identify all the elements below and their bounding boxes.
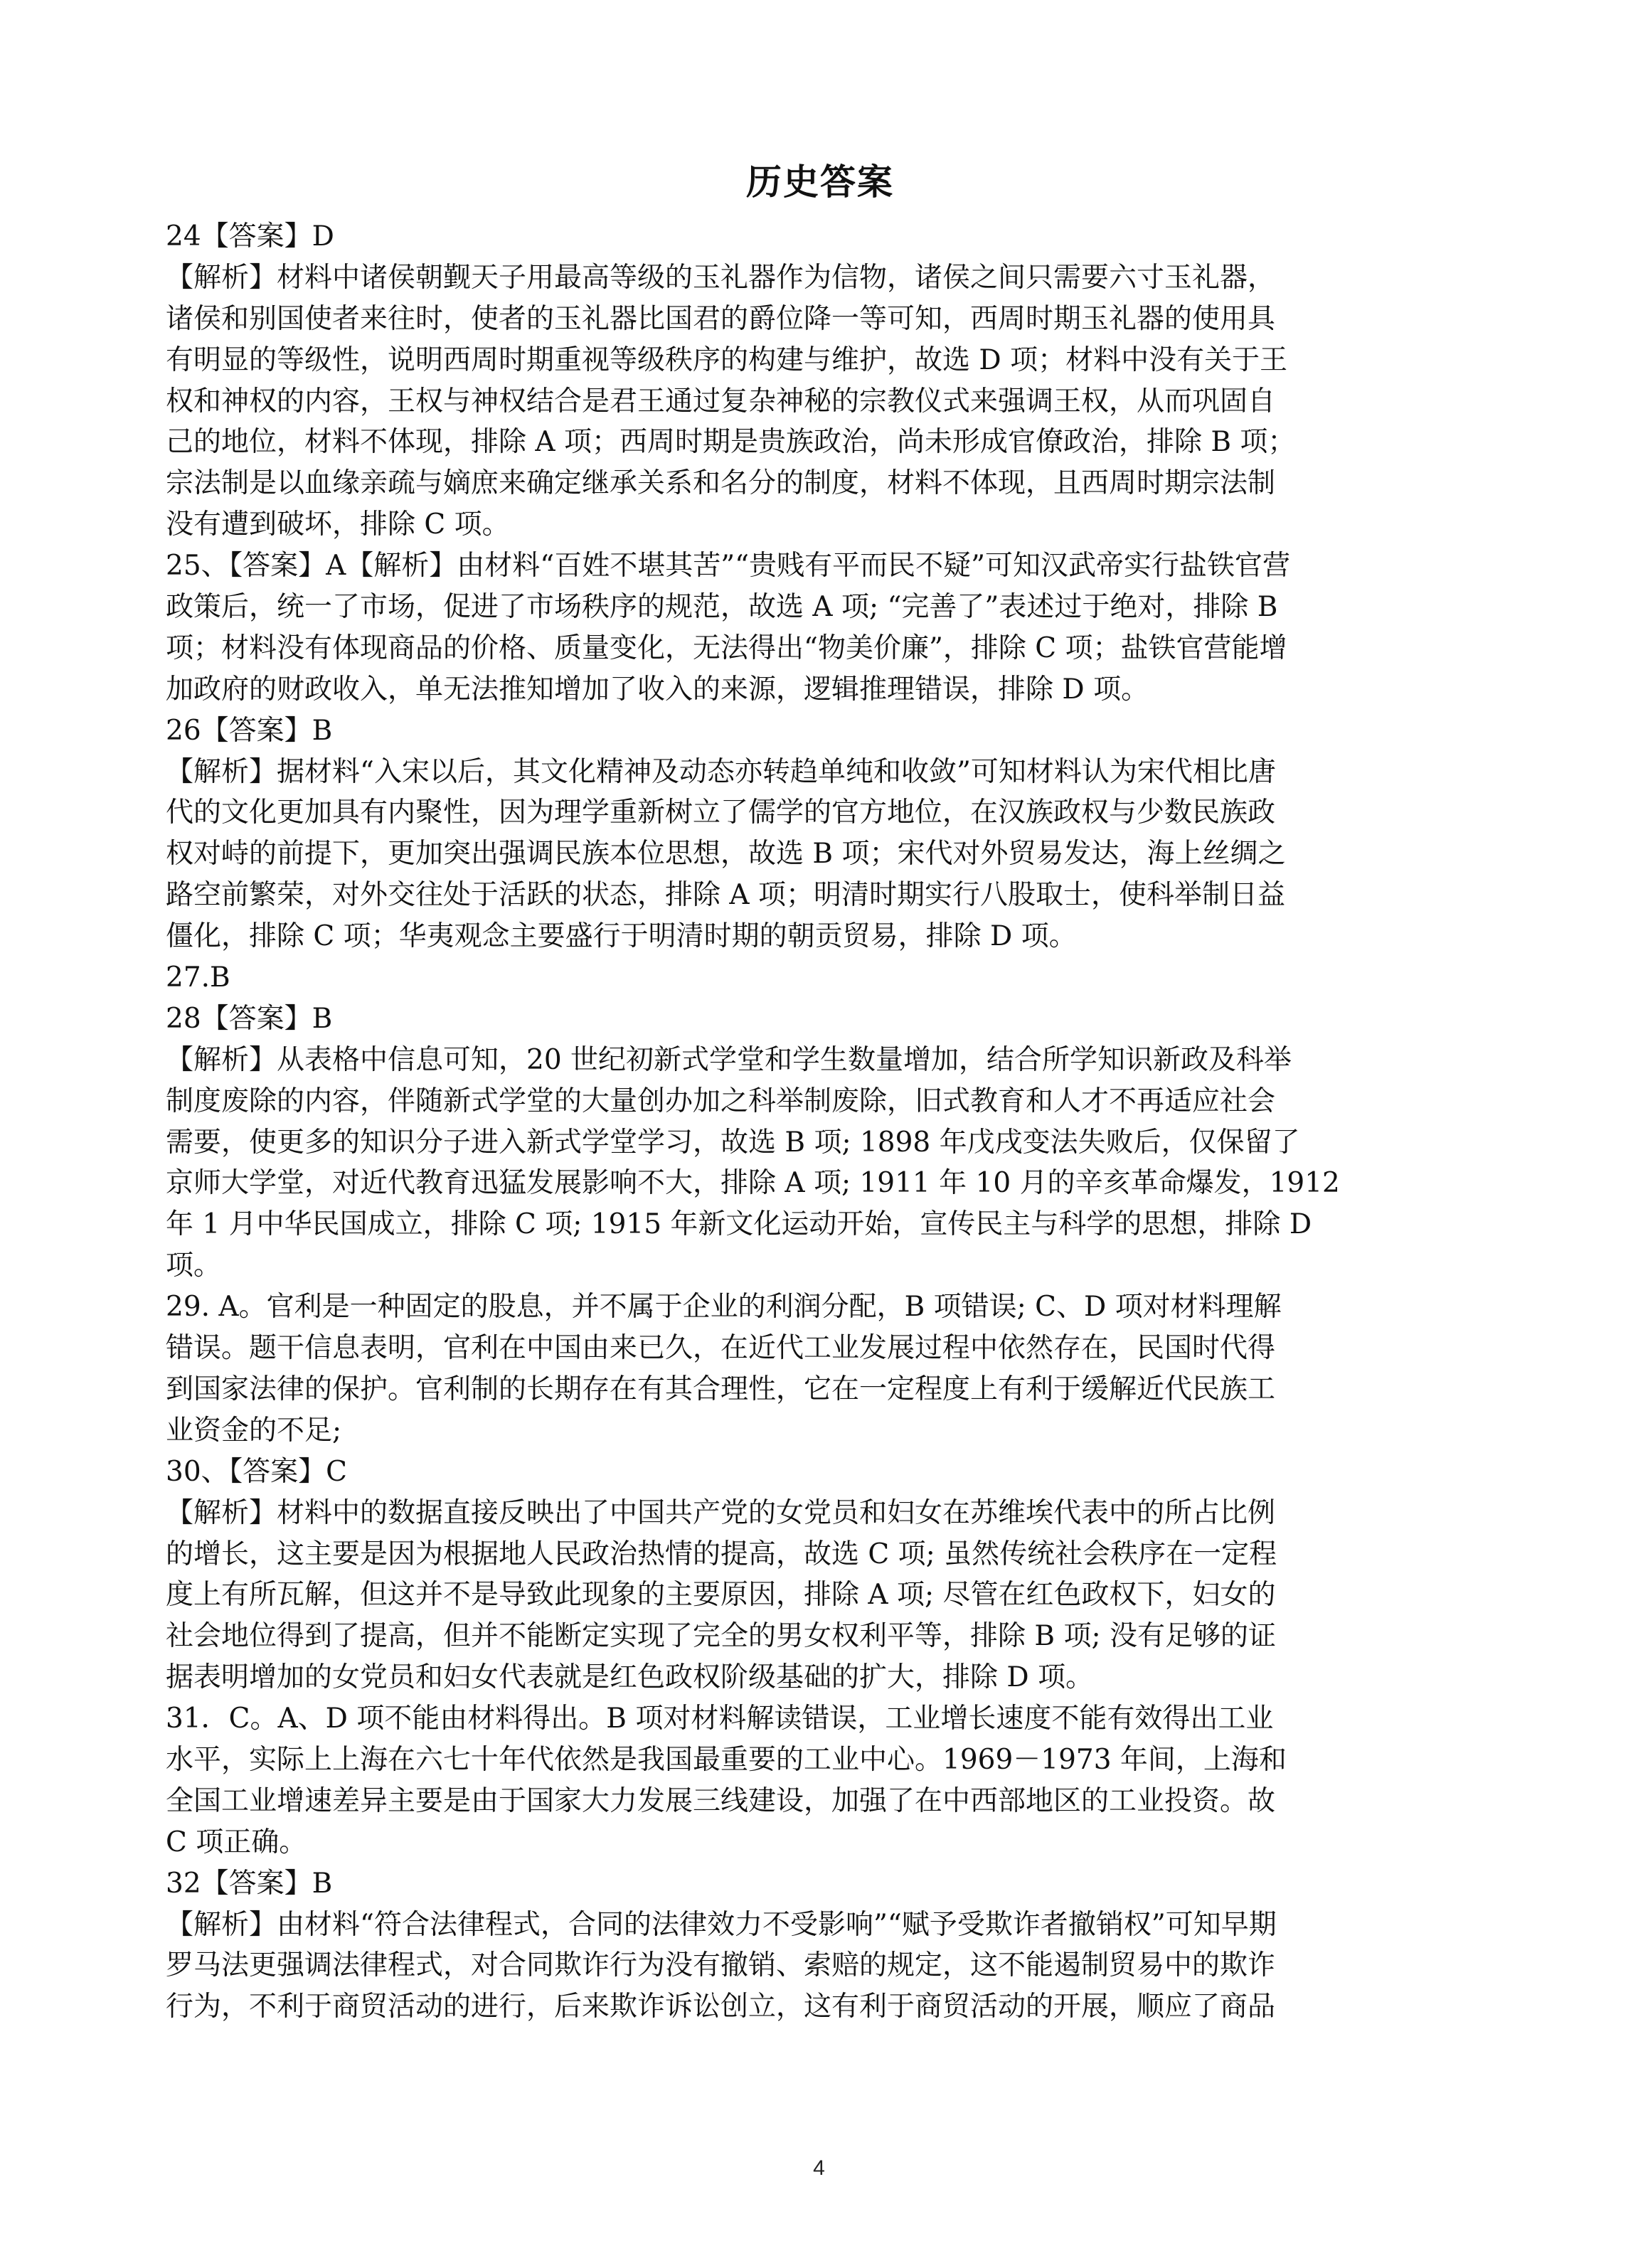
text-line: 全国工业增速差异主要是由于国家大力发展三线建设，加强了在中西部地区的工业投资。故 [166, 1784, 1276, 1817]
text-line: 有明显的等级性，说明西周时期重视等级秩序的构建与维护，故选 D 项；材料中没有关于王 [166, 344, 1288, 376]
text-line: 【解析】材料中诸侯朝觐天子用最高等级的玉礼器作为信物，诸侯之间只需要六寸玉礼器， [166, 261, 1276, 294]
text-line: 24【答案】D [166, 220, 334, 252]
text-line: 26【答案】B [166, 714, 333, 747]
text-line: 年 1 月中华民国成立，排除 C 项; 1915 年新文化运动开始，宣传民主与科学的思想，排除 D [166, 1208, 1312, 1241]
text-line: 制度废除的内容，伴随新式学堂的大量创办加之科举制废除，旧式教育和人才不再适应社会 [166, 1085, 1276, 1117]
text-line: 京师大学堂，对近代教育迅猛发展影响不大，排除 A 项; 1911 年 10 月的辛亥革命爆发，1912 [166, 1167, 1340, 1200]
text-line: 据表明增加的女党员和妇女代表就是红色政权阶级基础的扩大，排除 D 项。 [166, 1661, 1094, 1694]
text-line: 项。 [166, 1250, 222, 1282]
text-line: 己的地位，材料不体现，排除 A 项；西周时期是贵族政治，尚未形成官僚政治，排除 B 项； [166, 426, 1296, 459]
answer-body [166, 216, 1474, 2028]
text-line: 30、【答案】C [166, 1455, 347, 1488]
text-line: 度上有所瓦解，但这并不是导致此现象的主要原因，排除 A 项; 尽管在红色政权下，妇女的 [166, 1579, 1276, 1612]
text-line: 到国家法律的保护。官利制的长期存在有其合理性，它在一定程度上有利于缓解近代民族工 [166, 1373, 1276, 1405]
text-line: 社会地位得到了提高，但并不能断定实现了完全的男女权利平等，排除 B 项; 没有足够的证 [166, 1620, 1276, 1653]
text-line: 没有遭到破坏，排除 C 项。 [166, 509, 510, 541]
text-line: 31．C。A、D 项不能由材料得出。B 项对材料解读错误，工业增长速度不能有效得出工业 [166, 1703, 1274, 1735]
text-line: 水平，实际上上海在六七十年代依然是我国最重要的工业中心。1969－1973 年间，上海和 [166, 1743, 1287, 1776]
text-line: 诸侯和别国使者来往时，使者的玉礼器比国君的爵位降一等可知，西周时期玉礼器的使用具 [166, 302, 1276, 335]
text-line: 行为，不利于商贸活动的进行，后来欺诈诉讼创立，这有利于商贸活动的开展，顺应了商品 [166, 1991, 1276, 2023]
text-line: C 项正确。 [166, 1826, 307, 1858]
text-line: 的增长，这主要是因为根据地人民政治热情的提高，故选 C 项; 虽然传统社会秩序在一定程 [166, 1538, 1277, 1570]
answer-page [166, 161, 1474, 2028]
text-line: 32【答案】B [166, 1867, 333, 1900]
text-line: 宗法制是以血缘亲疏与嫡庶来确定继承关系和名分的制度，材料不体现，且西周时期宗法制 [166, 467, 1276, 500]
text-line: 25、【答案】A【解析】由材料“百姓不堪其苦”“贵贱有平而民不疑”可知汉武帝实行盐铁官营 [166, 550, 1291, 582]
text-line: 项；材料没有体现商品的价格、质量变化，无法得出“物美价廉”，排除 C 项；盐铁官营能增 [166, 632, 1287, 664]
text-line: 加政府的财政收入，单无法推知增加了收入的来源，逻辑推理错误，排除 D 项。 [166, 673, 1149, 706]
text-line: 僵化，排除 C 项；华夷观念主要盛行于明清时期的朝贡贸易，排除 D 项。 [166, 920, 1077, 953]
text-line: 代的文化更加具有内聚性，因为理学重新树立了儒学的官方地位，在汉族政权与少数民族政 [166, 797, 1276, 829]
text-line: 27.B [166, 962, 230, 994]
page-title: 历史答案 [746, 161, 894, 203]
text-line: 罗马法更强调法律程式，对合同欺诈行为没有撤销、索赔的规定，这不能遏制贸易中的欺诈 [166, 1949, 1276, 1982]
text-line: 【解析】材料中的数据直接反映出了中国共产党的女党员和妇女在苏维埃代表中的所占比例 [166, 1496, 1276, 1529]
text-line: 权和神权的内容，王权与神权结合是君王通过复杂神秘的宗教仪式来强调王权，从而巩固自 [166, 385, 1276, 417]
text-line: 【解析】从表格中信息可知，20 世纪初新式学堂和学生数量增加，结合所学知识新政及科举 [166, 1043, 1292, 1076]
page-number: 4 [813, 2156, 825, 2180]
text-line: 【解析】据材料“入宋以后，其文化精神及动态亦转趋单纯和收敛”可知材料认为宋代相比唐 [166, 755, 1276, 788]
text-line: 需要，使更多的知识分子进入新式学堂学习，故选 B 项; 1898 年戊戌变法失败后，仅保留了 [166, 1126, 1300, 1159]
text-line: 【解析】由材料“符合法律程式，合同的法律效力不受影响”“赋予受欺诈者撤销权”可知早期 [166, 1908, 1277, 1941]
text-line: 业资金的不足; [166, 1414, 342, 1447]
text-line: 29. A。官利是一种固定的股息，并不属于企业的利润分配，B 项错误; C、D 项对材料理解 [166, 1291, 1282, 1324]
text-line: 权对峙的前提下，更加突出强调民族本位思想，故选 B 项；宋代对外贸易发达，海上丝绸之 [166, 838, 1286, 871]
text-line: 路空前繁荣，对外交往处于活跃的状态，排除 A 项；明清时期实行八股取士，使科举制日益 [166, 879, 1285, 912]
text-line: 28【答案】B [166, 1002, 333, 1035]
text-line: 政策后，统一了市场，促进了市场秩序的规范，故选 A 项; “完善了”表述过于绝对，排除 B [166, 591, 1278, 624]
text-line: 错误。题干信息表明，官利在中国由来已久，在近代工业发展过程中依然存在，民国时代得 [166, 1332, 1276, 1365]
